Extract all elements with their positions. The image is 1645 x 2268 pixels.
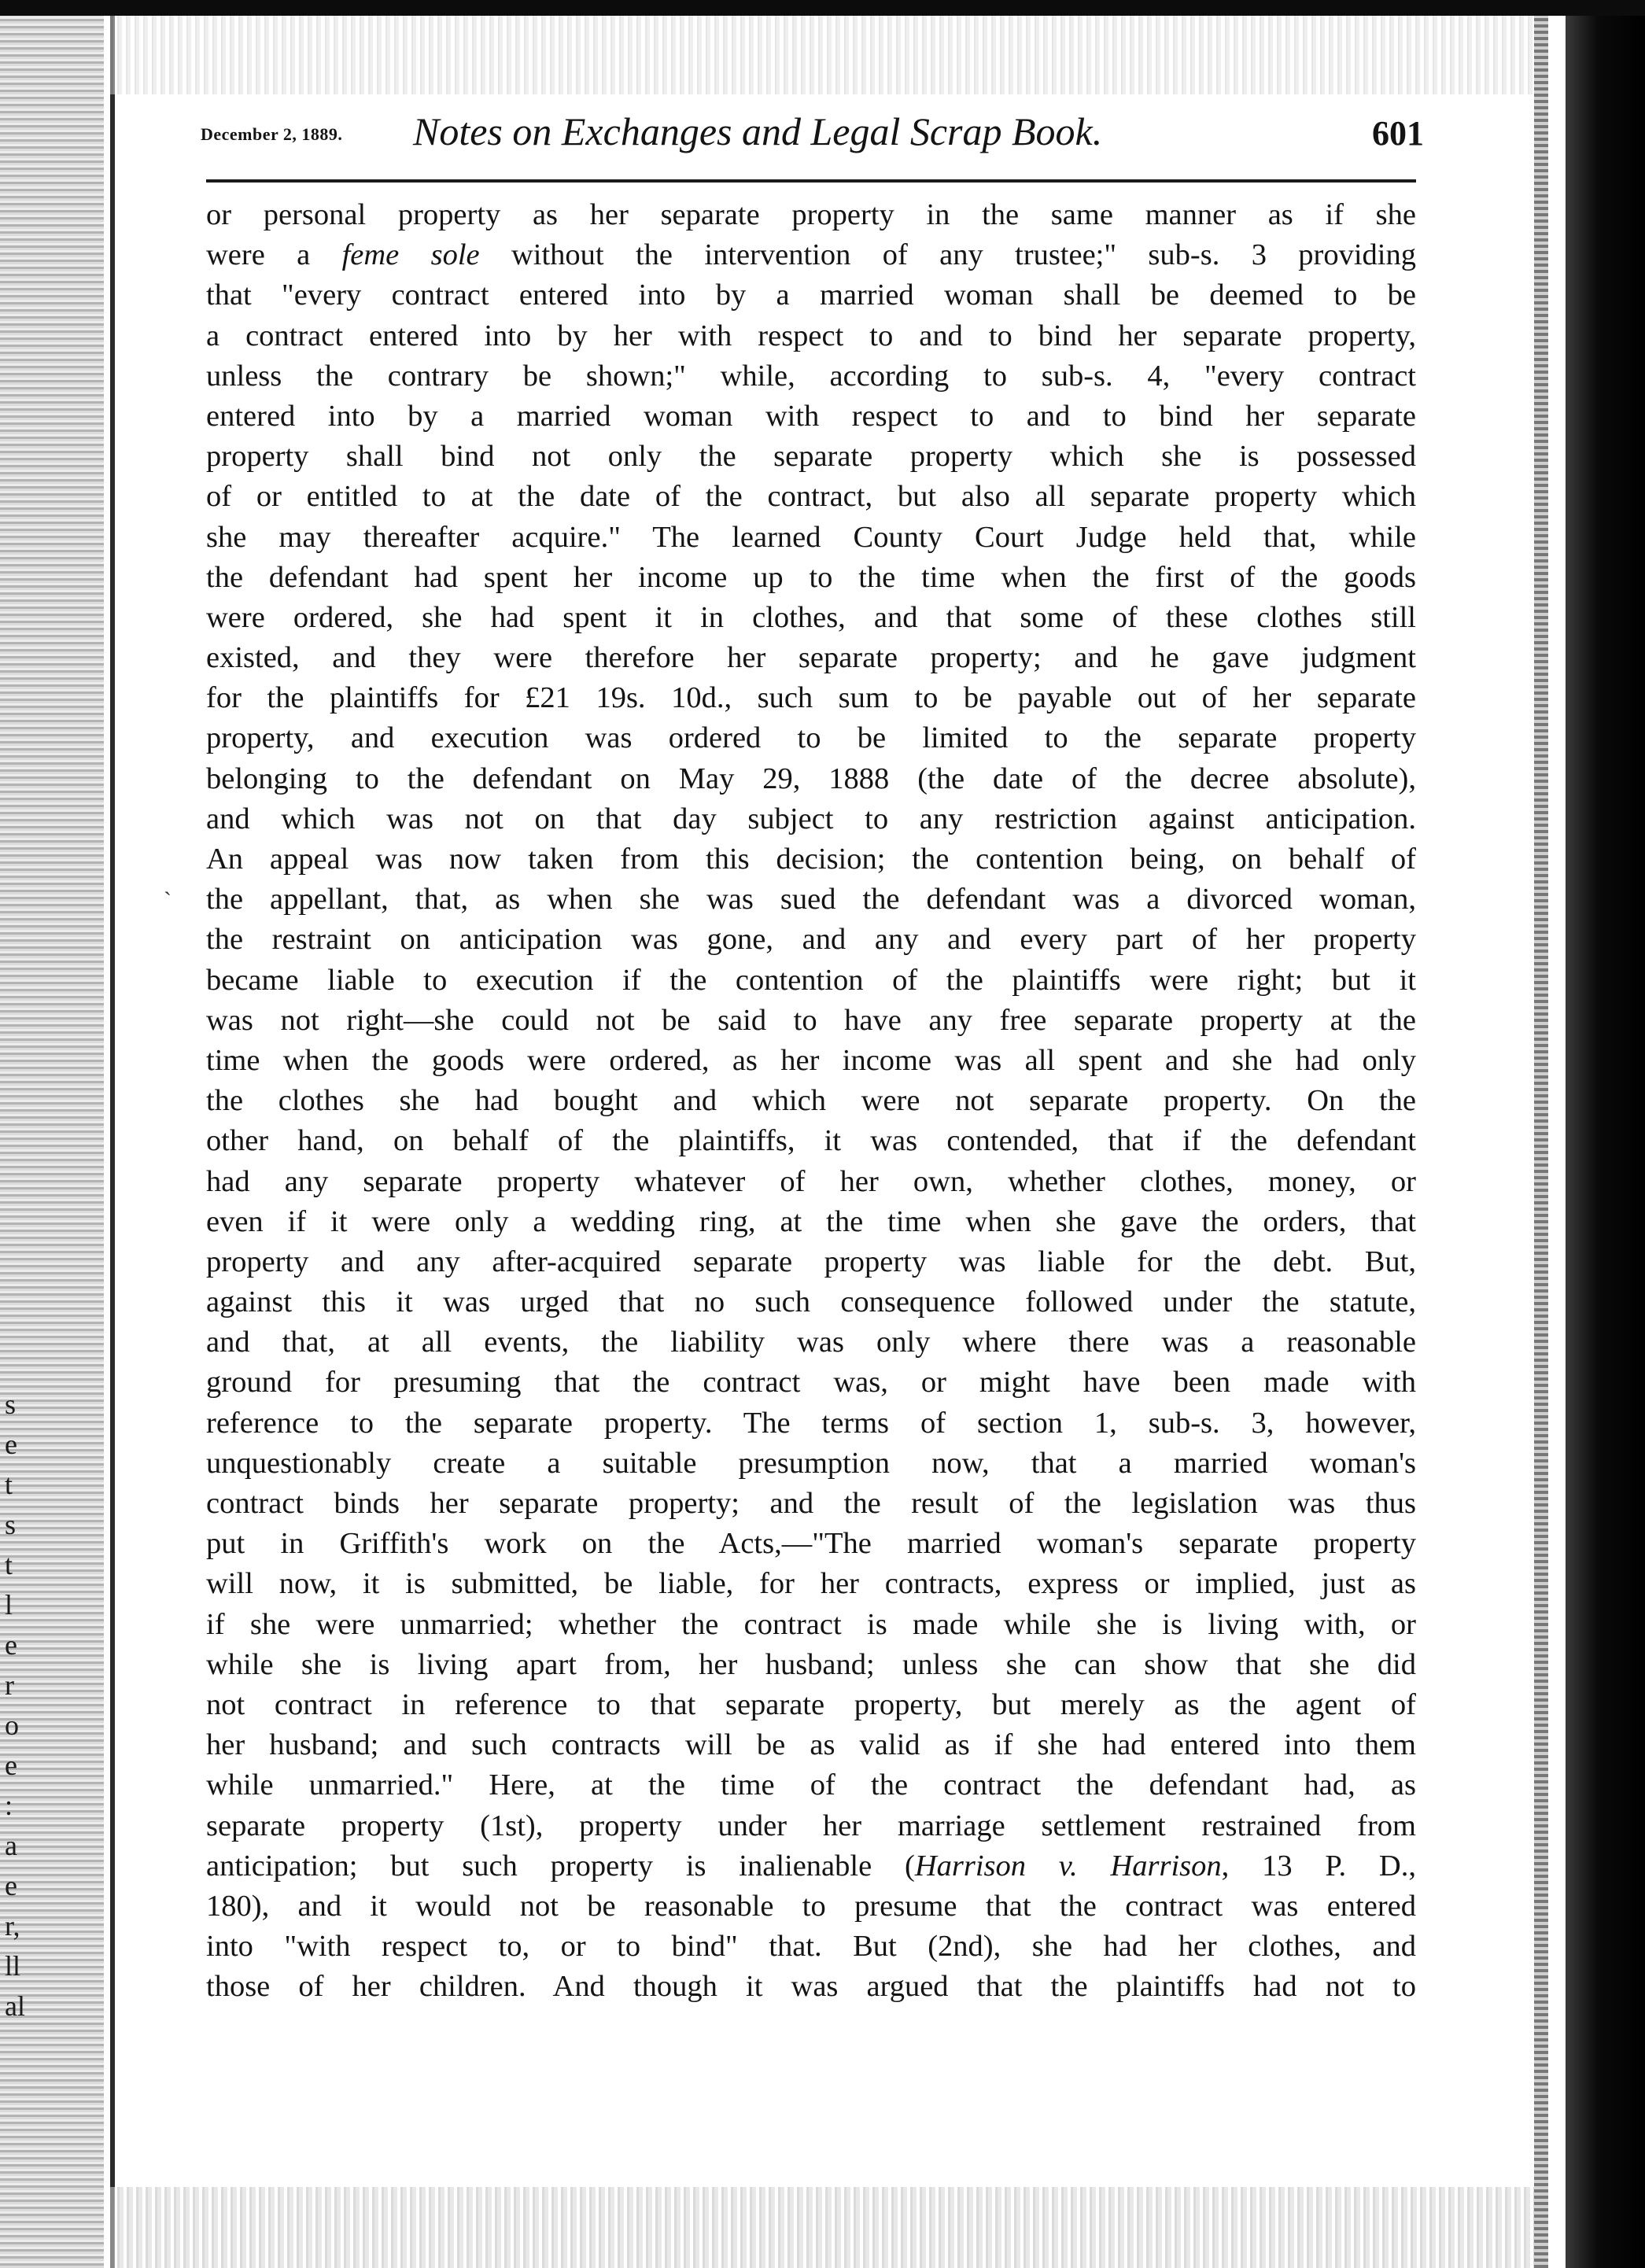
margin-fragment: o <box>5 1709 19 1741</box>
header-rule <box>206 179 1416 183</box>
text-line: separate property (1st), property under her marriage settlement restrained from <box>206 1809 1416 1842</box>
page-number: 601 <box>1372 114 1424 153</box>
text-line: ground for presuming that the contract was, or might have been made with <box>206 1366 1416 1400</box>
text-line: reference to the separate property. The terms of section 1, sub-s. 3, however, <box>206 1406 1416 1440</box>
margin-fragment: t <box>5 1549 13 1580</box>
text-line: the defendant had spent her income up to the time when the first of the goods <box>206 560 1416 594</box>
text-line: 180), and it would not be reasonable to presume that the contract was entered <box>206 1889 1416 1923</box>
text-line: of or entitled to at the date of the contract, but also all separate property which <box>206 480 1416 514</box>
text-line: the restraint on anticipation was gone, and any and every part of her property <box>206 923 1416 957</box>
text-line: her husband; and such contracts will be as valid as if she had entered into them <box>206 1728 1416 1762</box>
text-line: other hand, on behalf of the plaintiffs, it was contended, that if the defendant <box>206 1124 1416 1158</box>
text-line: entered into by a married woman with respect to and to bind her separate <box>206 399 1416 433</box>
scan-right-border <box>1566 16 1645 2268</box>
text-line: will now, it is submitted, be liable, for her contracts, express or implied, just as <box>206 1567 1416 1601</box>
margin-fragment: s <box>5 1509 17 1540</box>
text-line: a contract entered into by her with respect to and to bind her separate property, <box>206 319 1416 352</box>
text-line: the clothes she had bought and which were not separate property. On the <box>206 1084 1416 1118</box>
margin-fragment: e <box>5 1870 17 1901</box>
text-line: property and any after-acquired separate property was liable for the debt. But, <box>206 1245 1416 1278</box>
text-line: while unmarried." Here, at the time of the contract the defendant had, as <box>206 1768 1416 1802</box>
margin-fragment: s <box>5 1388 17 1420</box>
page-left-edge <box>110 16 115 2268</box>
text-line: into "with respect to, or to bind" that. But (2nd), she had her clothes, and <box>206 1930 1416 1964</box>
text-line: those of her children. And though it was argued that the plaintiffs had not to <box>206 1970 1416 2004</box>
margin-fragment: al <box>5 1990 25 2022</box>
margin-fragment: : <box>5 1790 13 1821</box>
scan-top-noise <box>110 16 1534 94</box>
text-line: property, and execution was ordered to be limited to the separate property <box>206 721 1416 755</box>
margin-fragment: ll <box>5 1950 21 1982</box>
text-line: contract binds her separate property; and the result of the legislation was thus <box>206 1487 1416 1520</box>
text-line: she may thereafter acquire." The learned County Court Judge held that, while <box>206 520 1416 554</box>
page-right-edge <box>1534 16 1548 2268</box>
text-line: had any separate property whatever of her own, whether clothes, money, or <box>206 1164 1416 1198</box>
margin-fragment: r, <box>5 1910 20 1942</box>
margin-fragment: r <box>5 1669 14 1701</box>
text-line: belonging to the defendant on May 29, 1888 (the date of the decree absolute), <box>206 762 1416 795</box>
running-header <box>201 109 1424 164</box>
header-title: Notes on Exchanges and Legal Scrap Book. <box>413 109 1103 153</box>
text-line: even if it were only a wedding ring, at the time when she gave the orders, that <box>206 1204 1416 1238</box>
text-line: became liable to execution if the contention of the plaintiffs were right; but it <box>206 963 1416 997</box>
text-line: or personal property as her separate property in the same manner as if she <box>206 198 1416 231</box>
margin-fragment: e <box>5 1750 17 1781</box>
text-line: unless the contrary be shown;" while, according to sub-s. 4, "every contract <box>206 359 1416 393</box>
text-line: if she were unmarried; whether the contract is made while she is living with, or <box>206 1607 1416 1641</box>
scan-top-border <box>0 0 1645 16</box>
text-line: and which was not on that day subject to any restriction against anticipation. <box>206 802 1416 835</box>
text-line: were ordered, she had spent it in clothes, and that some of these clothes still <box>206 600 1416 634</box>
text-line: anticipation; but such property is inalienable (Harrison v. Harrison, 13 P. D., <box>206 1849 1416 1883</box>
text-line: unquestionably create a suitable presumption now, that a married woman's <box>206 1446 1416 1480</box>
text-line: while she is living apart from, her husband; unless she can show that she did <box>206 1647 1416 1681</box>
margin-fragment: e <box>5 1629 17 1661</box>
facing-page-margin-fragments <box>5 1385 36 2026</box>
text-line: time when the goods were ordered, as her income was all spent and she had only <box>206 1043 1416 1077</box>
text-line: property shall bind not only the separate property which she is possessed <box>206 440 1416 474</box>
text-line: An appeal was now taken from this decision; the contention being, on behalf of <box>206 843 1416 876</box>
text-line: was not right—she could not be said to have any free separate property at the <box>206 1003 1416 1037</box>
text-line: were a feme sole without the intervention of any trustee;" sub-s. 3 providing <box>206 238 1416 272</box>
text-line: and that, at all events, the liability was only where there was a reasonable <box>206 1326 1416 1359</box>
text-line: not contract in reference to that separate property, but merely as the agent of <box>206 1687 1416 1721</box>
margin-fragment: e <box>5 1429 17 1460</box>
margin-fragment: a <box>5 1830 17 1861</box>
margin-fragment: t <box>5 1469 13 1500</box>
text-line: existed, and they were therefore her separate property; and he gave judgment <box>206 641 1416 675</box>
text-line: put in Griffith's work on the Acts,—"The married woman's separate property <box>206 1527 1416 1561</box>
body-text <box>206 195 1416 2007</box>
text-line: that "every contract entered into by a married woman shall be deemed to be <box>206 278 1416 312</box>
stray-tick-mark: ` <box>164 887 172 913</box>
text-line: for the plaintiffs for £21 19s. 10d., such sum to be payable out of her separate <box>206 681 1416 715</box>
scan-bottom-noise <box>110 2187 1534 2268</box>
margin-fragment: l <box>5 1589 13 1621</box>
text-line: the appellant, that, as when she was sued the defendant was a divorced woman, <box>206 883 1416 916</box>
text-line: against this it was urged that no such consequence followed under the statute, <box>206 1285 1416 1319</box>
header-date: December 2, 1889. <box>201 124 343 144</box>
